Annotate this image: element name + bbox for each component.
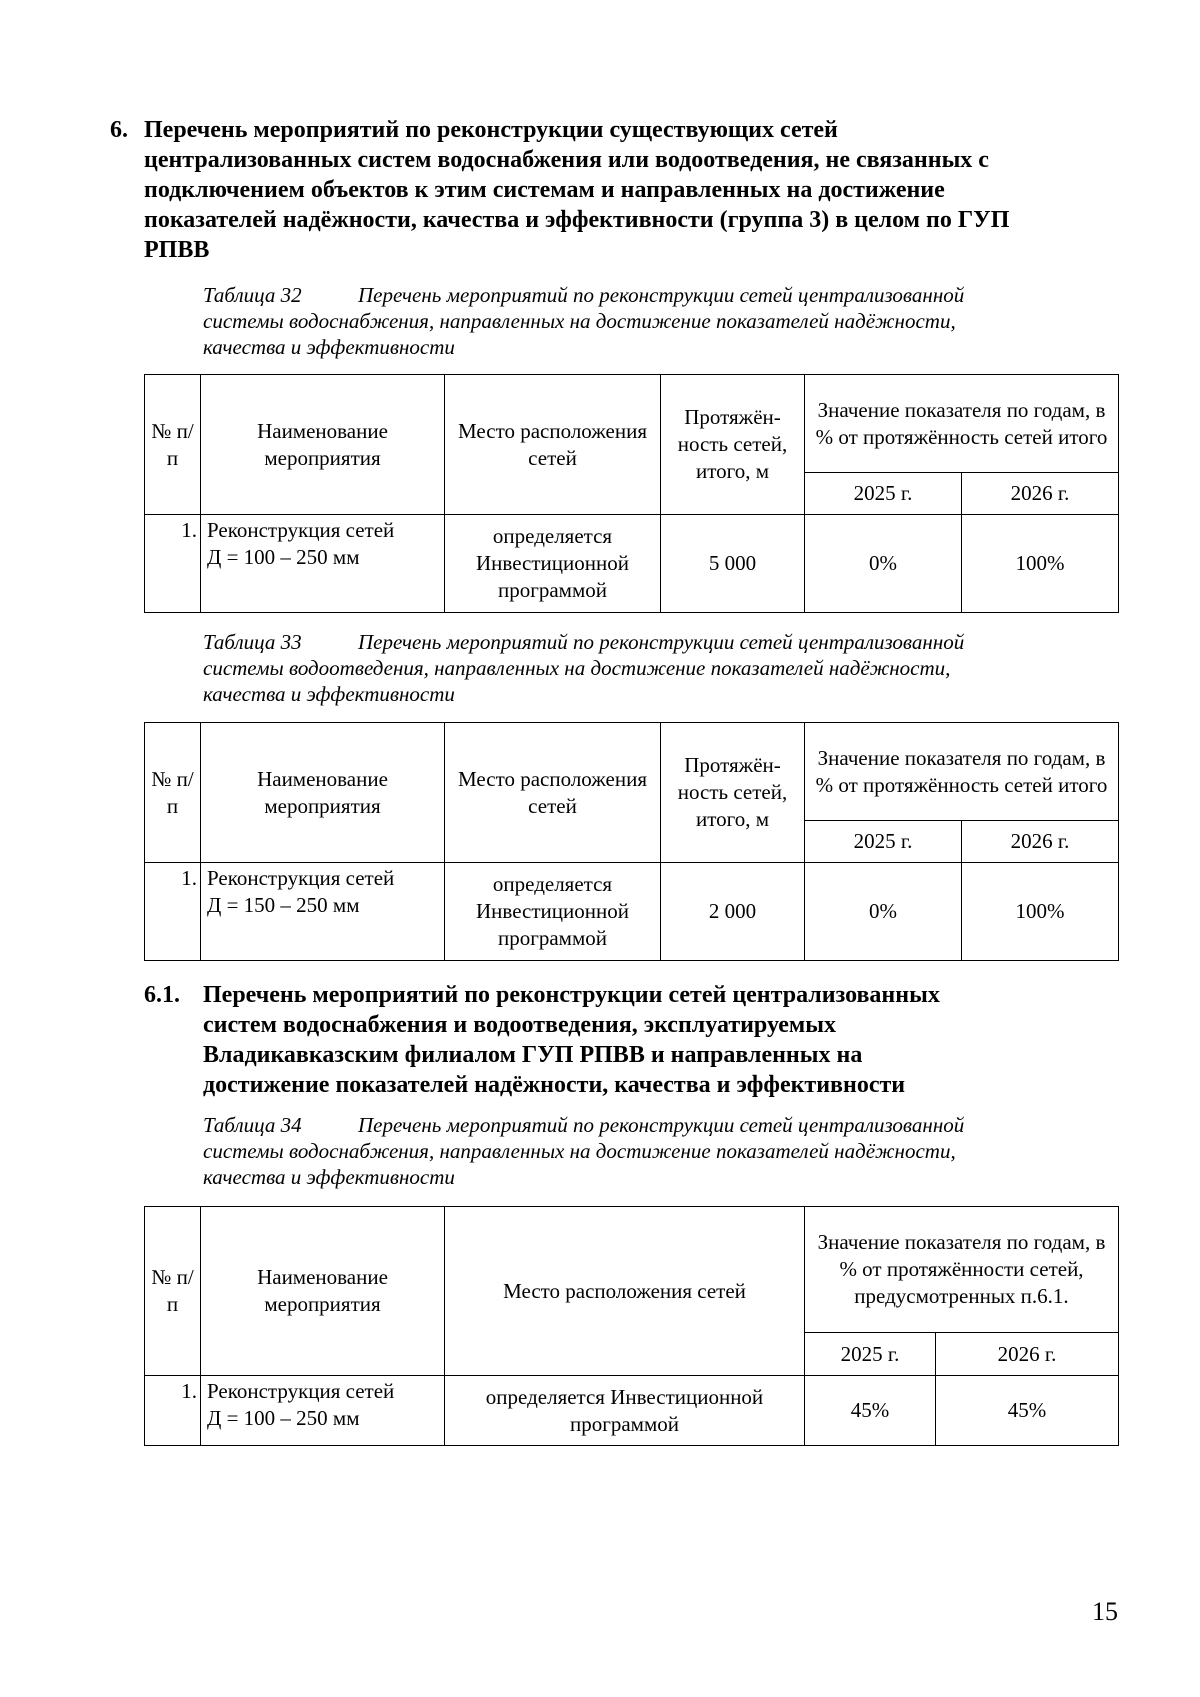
header-year-2025: 2025 г. — [805, 473, 962, 515]
row-place: определяется Инвестиционной программой — [445, 1376, 805, 1446]
section-6-1-heading — [144, 980, 1120, 1100]
row-name — [201, 863, 445, 961]
row-name-line: Реконструкция сетей — [207, 1379, 395, 1403]
table-33-caption — [203, 629, 1103, 707]
caption-line: качества и эффективности — [203, 335, 455, 359]
row-name — [201, 515, 445, 613]
caption-line: качества и эффективности — [203, 682, 455, 706]
table-row — [145, 515, 1119, 613]
caption-line: системы водоснабжения, направленных на достижение показателей надёжности, — [203, 1139, 956, 1163]
header-value: Значение показателя по годам, в % от протяжённость сетей итого — [805, 723, 1119, 821]
header-place: Место расположения сетей — [445, 1207, 805, 1376]
row-2025: 0% — [805, 863, 962, 961]
section-6-1-number: 6.1. — [144, 982, 180, 1008]
row-length: 2 000 — [661, 863, 805, 961]
table-34-caption — [203, 1112, 1103, 1190]
header-place: Место расположения сетей — [445, 723, 661, 863]
table-32-label: Таблица 32 — [203, 283, 302, 307]
section-6-title-line: Перечень мероприятий по реконструкции существующих сетей — [144, 117, 838, 143]
caption-line: качества и эффективности — [203, 1165, 455, 1189]
header-number: № п/п — [145, 723, 201, 863]
row-number: 1. — [145, 515, 201, 613]
header-name: Наименование мероприятия — [201, 1207, 445, 1376]
page-number: 15 — [1092, 1597, 1118, 1626]
row-2026: 100% — [962, 863, 1119, 961]
header-name: Наименование мероприятия — [201, 723, 445, 863]
table-32 — [144, 374, 1119, 613]
header-year-2025: 2025 г. — [805, 821, 962, 863]
table-row — [145, 1376, 1119, 1446]
table-34 — [144, 1206, 1119, 1446]
row-number: 1. — [145, 863, 201, 961]
section-6-title-line: централизованных систем водоснабжения или водоотведения, не связанных с — [144, 147, 989, 173]
caption-line: системы водоснабжения, направленных на достижение показателей надёжности, — [203, 309, 956, 333]
header-year-2025: 2025 г. — [805, 1333, 936, 1376]
section-6-1-title-line: систем водоснабжения и водоотведения, эксплуатируемых — [203, 1012, 836, 1038]
caption-line: Перечень мероприятий по реконструкции сетей централизованной — [358, 283, 965, 307]
header-year-2026: 2026 г. — [962, 821, 1119, 863]
row-2026: 100% — [962, 515, 1119, 613]
row-number: 1. — [145, 1376, 201, 1446]
section-6-heading — [110, 115, 1120, 265]
row-place: определяется Инвестиционной программой — [445, 515, 661, 613]
table-row — [145, 863, 1119, 961]
table-34-label: Таблица 34 — [203, 1113, 302, 1137]
table-33 — [144, 722, 1119, 961]
header-year-2026: 2026 г. — [962, 473, 1119, 515]
section-6-1-title-line: достижение показателей надёжности, качества и эффективности — [203, 1072, 906, 1098]
table-32-caption — [203, 282, 1103, 360]
header-place: Место расположения сетей — [445, 375, 661, 515]
row-name — [201, 1376, 445, 1446]
row-2025: 45% — [805, 1376, 936, 1446]
header-number: № п/п — [145, 375, 201, 515]
row-place: определяется Инвестиционной программой — [445, 863, 661, 961]
row-name-line: Реконструкция сетей — [207, 866, 395, 890]
table-33-label: Таблица 33 — [203, 630, 302, 654]
header-length: Протяжён- ность сетей, итого, м — [661, 723, 805, 863]
header-value: Значение показателя по годам, в % от протяжённости сетей, предусмотренных п.6.1. — [805, 1207, 1119, 1333]
header-number: № п/п — [145, 1207, 201, 1376]
caption-line: Перечень мероприятий по реконструкции сетей централизованной — [358, 630, 965, 654]
section-6-1-title-line: Владикавказским филиалом ГУП РПВВ и направленных на — [203, 1042, 863, 1068]
row-name-line: Д = 100 – 250 мм — [207, 545, 360, 569]
header-year-2026: 2026 г. — [936, 1333, 1119, 1376]
header-name: Наименование мероприятия — [201, 375, 445, 515]
section-6-title-line: РПВВ — [144, 237, 210, 263]
header-length: Протяжён- ность сетей, итого, м — [661, 375, 805, 515]
section-6-title-line: показателей надёжности, качества и эффективности (группа 3) в целом по ГУП — [144, 207, 1010, 233]
row-length: 5 000 — [661, 515, 805, 613]
row-2025: 0% — [805, 515, 962, 613]
caption-line: системы водоотведения, направленных на достижение показателей надёжности, — [203, 656, 951, 680]
section-6-title-line: подключением объектов к этим системам и направленных на достижение — [144, 177, 945, 203]
header-value: Значение показателя по годам, в % от протяжённость сетей итого — [805, 375, 1119, 473]
row-name-line: Д = 150 – 250 мм — [207, 893, 360, 917]
section-6-number: 6. — [110, 117, 128, 143]
section-6-1-title-line: Перечень мероприятий по реконструкции сетей централизованных — [203, 982, 940, 1008]
caption-line: Перечень мероприятий по реконструкции сетей централизованной — [358, 1113, 965, 1137]
row-2026: 45% — [936, 1376, 1119, 1446]
row-name-line: Д = 100 – 250 мм — [207, 1406, 360, 1430]
row-name-line: Реконструкция сетей — [207, 518, 395, 542]
